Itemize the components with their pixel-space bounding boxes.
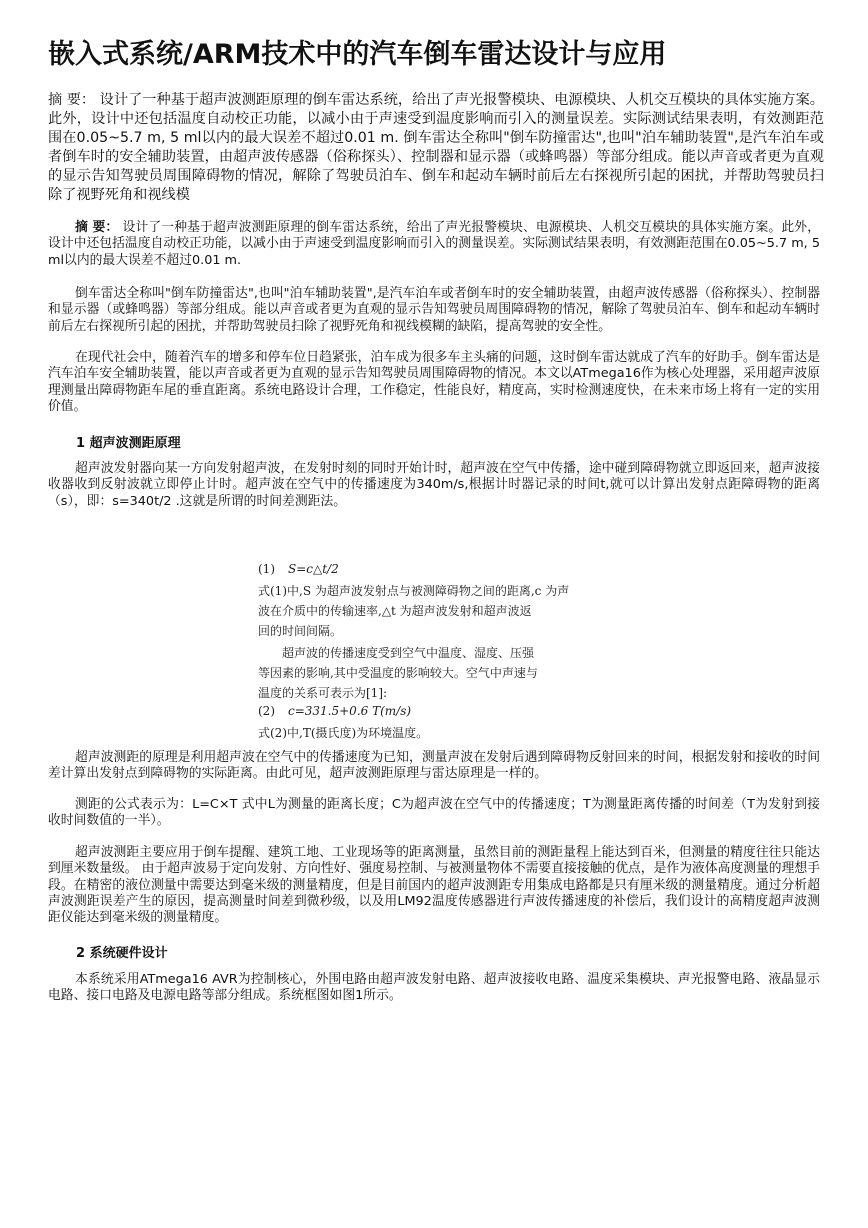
- body-paragraph-5: 测距的公式表示为：L=C×T 式中L为测量的距离长度；C为超声波在空气中的传播速度；T为测量距离传播的时间差（T为发射到接收时间数值的一半）。: [48, 797, 820, 829]
- figure-text-line: 式(2)中,T(摄氏度)为环境温度。: [258, 726, 429, 740]
- equation-figure: [258, 556, 612, 738]
- equation-2: c=331.5+0.6 T(m/s): [288, 704, 412, 718]
- figure-text-line: 式(1)中,S 为超声波发射点与被测障碍物之间的距离,c 为声: [258, 584, 570, 598]
- body-paragraph-2: 在现代社会中，随着汽车的增多和停车位日趋紧张，泊车成为很多车主头痛的问题，这时倒车雷达就成了汽车的好助手。倒车雷达是汽车泊车安全辅助装置，能以声音或者更为直观的显示告知驾驶员周围障碍物的情况。本文以ATmega16作为核心处理器，采用超声波原理测量出障碍物距车尾的垂直距离。系统电路设计合理，工作稳定，性能良好，精度高，实时检测速度快，在未来市场上将有一定的实用价值。: [48, 350, 820, 414]
- body-paragraph-4: 超声波测距的原理是利用超声波在空气中的传播速度为已知，测量声波在发射后遇到障碍物反射回来的时间，根据发射和接收的时间差计算出发射点到障碍物的实际距离。由此可见，超声波测距原理与雷达原理是一样的。: [48, 750, 820, 782]
- figure-text-line: 回的时间间隔。: [258, 624, 343, 638]
- abstract-text: 设计了一种基于超声波测距原理的倒车雷达系统，给出了声光报警模块、电源模块、人机交互模块的具体实施方案。此外，设计中还包括温度自动校正功能，以减小由于声速受到温度影响而引入的测量误差。实际测试结果表明，有效测距范围在0.05~5.7 m, 5 ml以内的最大误差不超过0.01 m.: [48, 220, 820, 268]
- figure-text-line: 超声波的传播速度受到空气中温度、湿度、压强: [282, 646, 535, 660]
- figure-text-line: 等因素的影响,其中受温度的影响较大。空气中声速与: [258, 666, 538, 680]
- body-paragraph-1: 倒车雷达全称叫"倒车防撞雷达",也叫"泊车辅助装置",是汽车泊车或者倒车时的安全辅助装置，由超声波传感器（俗称探头）、控制器和显示器（或蜂鸣器）等部分组成。能以声音或者更为直观的显示告知驾驶员周围障碍物的情况，解除了驾驶员泊车、倒车和起动车辆时前后左右探视所引起的困扰，并帮助驾驶员扫除了视野死角和视线模糊的缺陷，提高驾驶的安全性。: [48, 286, 820, 334]
- body-paragraph-7: 本系统采用ATmega16 AVR为控制核心，外围电路由超声波发射电路、超声波接收电路、温度采集模块、声光报警电路、液晶显示电路、接口电路及电源电路等部分组成。系统框图如图1所示。: [48, 972, 820, 1004]
- figure-text-line: 温度的关系可表示为[1]:: [258, 686, 388, 700]
- abstract-paragraph: [48, 220, 820, 269]
- equation-2-number: (2): [258, 704, 275, 718]
- page-title: 嵌入式系统/ARM技术中的汽车倒车雷达设计与应用: [48, 39, 667, 70]
- body-paragraph-3: 超声波发射器向某一方向发射超声波，在发射时刻的同时开始计时，超声波在空气中传播，途中碰到障碍物就立即返回来，超声波接收器收到反射波就立即停止计时。超声波在空气中的传播速度为340m/s,根据计时器记录的时间t,就可以计算出发射点距障碍物的距离（s），即：s=340t/2 .这就是所谓的时间差测距法。: [48, 461, 820, 509]
- section-heading-2: 2 系统硬件设计: [76, 946, 168, 961]
- equation-1-number: (1): [258, 562, 275, 576]
- section-heading-1: 1 超声波测距原理: [76, 436, 181, 451]
- figure-text-line: 波在介质中的传输速率,△t 为超声波发射和超声波返: [258, 604, 532, 618]
- summary-paragraph: 摘 要： 设计了一种基于超声波测距原理的倒车雷达系统，给出了声光报警模块、电源模块、人机交互模块的具体实施方案。此外，设计中还包括温度自动校正功能，以减小由于声速受到温度影响而引入的测量误差。实际测试结果表明，有效测距范围在0.05~5.7 m, 5 ml以内的最大误差不超过0.01 m. 倒车雷达全称叫"倒车防撞雷达",也叫"泊车辅助装置",是汽车泊车或者倒车时的安全辅助装置，由超声波传感器（俗称探头）、控制器和显示器（或蜂鸣器）等部分组成。能以声音或者更为直观的显示告知驾驶员周围障碍物的情况，解除了驾驶员泊车、倒车和起动车辆时前后左右探视所引起的困扰，并帮助驾驶员扫除了视野死角和视线模: [48, 92, 824, 203]
- equation-1: S=c△t/2: [288, 562, 339, 576]
- abstract-label: 摘 要：: [75, 220, 119, 235]
- body-paragraph-6: 超声波测距主要应用于倒车提醒、建筑工地、工业现场等的距离测量，虽然目前的测距量程上能达到百米，但测量的精度往往只能达到厘米数量级。 由于超声波易于定向发射、方向性好、强度易控制、与被测量物体不需要直接接触的优点，是作为液体高度测量的理想手段。在精密的液位测量中需要达到毫米级的测量精度，但是目前国内的超声波测距专用集成电路都是只有厘米级的测量精度。通过分析超声波测距误差产生的原因，提高测量时间差到微秒级，以及用LM92温度传感器进行声波传播速度的补偿后，我们设计的高精度超声波测距仪能达到毫米级的测量精度。: [48, 845, 820, 926]
